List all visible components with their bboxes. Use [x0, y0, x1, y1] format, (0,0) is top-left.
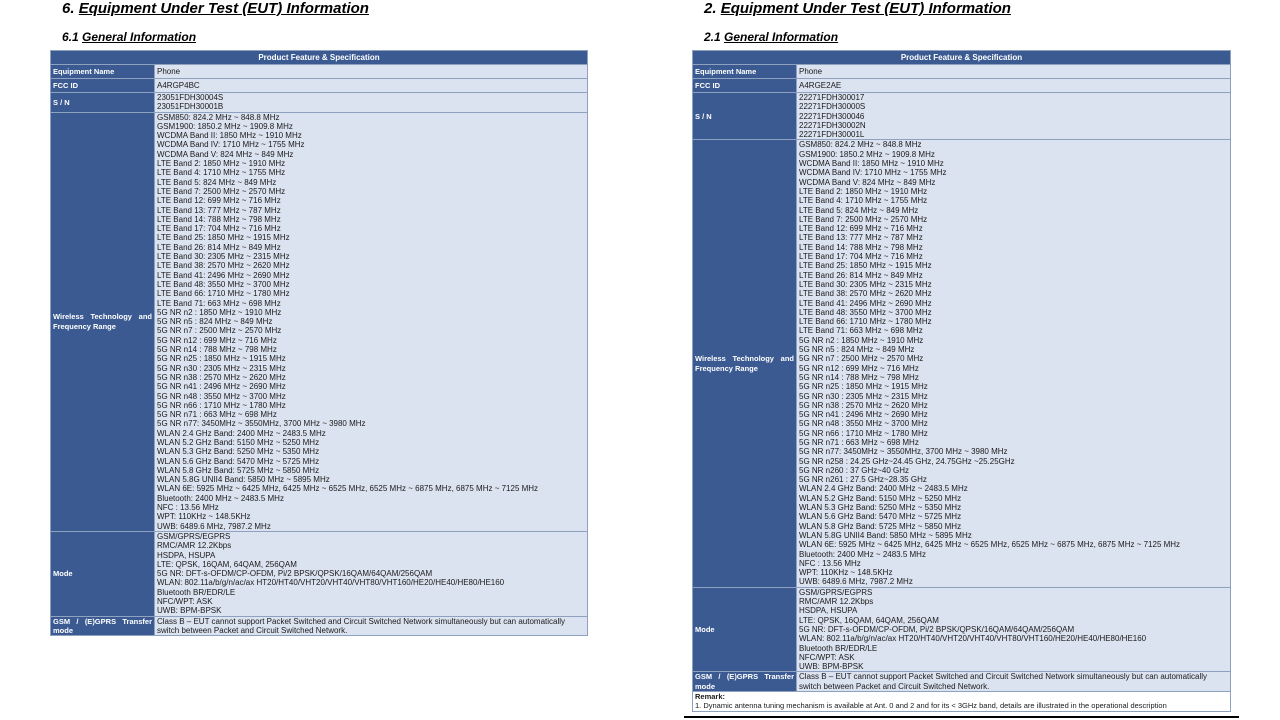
value-line: 5G NR n5 : 824 MHz ~ 849 MHz	[157, 317, 273, 327]
value-line: LTE Band 12: 699 MHz ~ 716 MHz	[157, 196, 281, 206]
value-line: 5G NR n2 : 1850 MHz ~ 1910 MHz	[157, 307, 282, 317]
remark-cell	[693, 692, 1231, 712]
row-value	[797, 79, 1231, 93]
value-line: LTE Band 26: 814 MHz ~ 849 MHz	[799, 270, 923, 280]
value-line: LTE Band 38: 2570 MHz ~ 2620 MHz	[799, 289, 932, 299]
value-line: LTE Band 14: 788 MHz ~ 798 MHz	[157, 214, 281, 224]
section-heading	[704, 0, 1011, 17]
value-line: Bluetooth: 2400 MHz ~ 2483.5 MHz	[157, 493, 284, 503]
value-line: WCDMA Band II: 1850 MHz ~ 1910 MHz	[799, 159, 944, 169]
table-row-sn	[51, 93, 588, 113]
value-line: LTE Band 25: 1850 MHz ~ 1915 MHz	[157, 233, 290, 243]
value-text: Class B – EUT cannot support Packet Switched and Circuit Switched Network simultaneously but can automatically switch between Packet and Circuit Switched Network.	[799, 672, 1208, 691]
table-row-mode	[51, 531, 588, 616]
label-line: Wireless Technology and	[695, 354, 794, 364]
value-line: LTE Band 26: 814 MHz ~ 849 MHz	[157, 242, 281, 252]
value-line: LTE Band 71: 663 MHz ~ 698 MHz	[799, 326, 923, 336]
value-line: 5G NR n7 : 2500 MHz ~ 2570 MHz	[799, 354, 924, 364]
value-line: UWB: 6489.6 MHz, 7987.2 MHz	[799, 577, 913, 587]
label-line: Wireless Technology and	[53, 312, 152, 322]
label-line: GSM / (E)GPRS Transfer	[53, 616, 152, 626]
value-line: WLAN 6E: 5925 MHz ~ 6425 MHz, 6425 MHz ~ 6525 MHz, 6525 MHz ~ 6875 MHz, 6875 MHz ~ 7125 MHz	[799, 540, 1181, 550]
subsection-heading	[62, 30, 196, 44]
value-line: 5G NR n5 : 824 MHz ~ 849 MHz	[799, 345, 915, 355]
value-line: LTE Band 12: 699 MHz ~ 716 MHz	[799, 224, 923, 234]
value-line: 5G NR n71 : 663 MHz ~ 698 MHz	[799, 437, 919, 447]
value-line: RMC/AMR 12.2Kbps	[799, 597, 874, 607]
value-line: 5G NR n41 : 2496 MHz ~ 2690 MHz	[799, 410, 928, 420]
value-line: 5G NR n30 : 2305 MHz ~ 2315 MHz	[157, 363, 286, 373]
value-line: LTE Band 4: 1710 MHz ~ 1755 MHz	[157, 168, 286, 178]
value-line: WPT: 110KHz ~ 148.5KHz	[799, 568, 893, 578]
row-label: S / N	[51, 93, 155, 113]
row-value	[797, 140, 1231, 587]
row-value	[797, 672, 1231, 692]
value-line: 5G NR n71 : 663 MHz ~ 698 MHz	[157, 410, 277, 420]
value-line: LTE: QPSK, 16QAM, 64QAM, 256QAM	[157, 559, 297, 569]
value-line: NFC : 13.56 MHz	[157, 503, 219, 513]
label-line: Frequency Range	[53, 321, 116, 331]
section-number: 2.	[704, 0, 717, 17]
value-line: WLAN: 802.11a/b/g/n/ac/ax HT20/HT40/VHT20/VHT40/VHT80/VHT160/HE20/HE40/HE80/HE160	[799, 634, 1147, 644]
subsection-number: 6.1	[62, 30, 79, 44]
value-line: GSM/GPRS/EGPRS	[799, 587, 873, 597]
table-row-equipment-name	[51, 65, 588, 79]
remark-label: Remark:	[695, 692, 726, 701]
row-value	[155, 531, 588, 616]
value-line: WLAN 5.3 GHz Band: 5250 MHz ~ 5350 MHz	[799, 503, 962, 513]
value-line: LTE Band 2: 1850 MHz ~ 1910 MHz	[157, 159, 286, 169]
row-label	[51, 616, 155, 636]
remark-text: 1. Dynamic antenna tuning mechanism is available at Ant. 0 and 2 and for its < 3GHz band, details are illustrated in the operational description	[695, 701, 1167, 710]
value-line: 5G NR n77: 3450MHz ~ 3550MHz, 3700 MHz ~ 3980 MHz	[799, 447, 1008, 457]
section-number: 6.	[62, 0, 75, 17]
value-line: 5G NR n261 : 27.5 GHz~28.35 GHz	[799, 475, 927, 485]
row-label	[51, 112, 155, 531]
value-line: LTE Band 13: 777 MHz ~ 787 MHz	[799, 233, 923, 243]
section-title: Equipment Under Test (EUT) Information	[78, 0, 369, 17]
value-line: WCDMA Band V: 824 MHz ~ 849 MHz	[799, 177, 936, 187]
value-line: LTE Band 41: 2496 MHz ~ 2690 MHz	[799, 298, 932, 308]
table-row-wireless	[693, 140, 1231, 587]
value-line: WCDMA Band IV: 1710 MHz ~ 1755 MHz	[157, 140, 305, 150]
value-line: HSDPA, HSUPA	[157, 550, 216, 560]
value-line: LTE Band 4: 1710 MHz ~ 1755 MHz	[799, 196, 928, 206]
value-line: GSM850: 824.2 MHz ~ 848.8 MHz	[799, 140, 922, 150]
value-line: 5G NR n25 : 1850 MHz ~ 1915 MHz	[157, 354, 286, 364]
value-line: LTE Band 66: 1710 MHz ~ 1780 MHz	[799, 317, 932, 327]
spec-table	[692, 50, 1231, 712]
value-line: LTE Band 48: 3550 MHz ~ 3700 MHz	[157, 279, 290, 289]
value-line: 5G NR n14 : 788 MHz ~ 798 MHz	[799, 372, 919, 382]
value-line: 5G NR n260 : 37 GHz~40 GHz	[799, 465, 910, 475]
value-line: Bluetooth BR/EDR/LE	[157, 587, 236, 597]
value-line: WCDMA Band II: 1850 MHz ~ 1910 MHz	[157, 131, 302, 141]
value-line: A4RGP4BC	[157, 80, 200, 90]
table-title: Product Feature & Specification	[51, 51, 588, 65]
value-line: 5G NR n66 : 1710 MHz ~ 1780 MHz	[157, 400, 286, 410]
value-line: LTE Band 30: 2305 MHz ~ 2315 MHz	[799, 279, 932, 289]
value-line: A4RGE2AE	[799, 80, 842, 90]
value-line: 22271FDH300046	[799, 111, 865, 121]
spec-table	[50, 50, 588, 636]
value-line: 5G NR: DFT-s-OFDM/CP-OFDM, Pi/2 BPSK/QPSK/16QAM/64QAM/256QAM	[799, 624, 1075, 634]
value-line: WLAN 5.2 GHz Band: 5150 MHz ~ 5250 MHz	[157, 437, 320, 447]
value-line: LTE Band 5: 824 MHz ~ 849 MHz	[157, 177, 277, 187]
value-line: 5G NR n48 : 3550 MHz ~ 3700 MHz	[157, 391, 286, 401]
label-line: Frequency Range	[695, 363, 758, 373]
subsection-number: 2.1	[704, 30, 721, 44]
value-line: RMC/AMR 12.2Kbps	[157, 541, 232, 551]
value-line: LTE Band 48: 3550 MHz ~ 3700 MHz	[799, 307, 932, 317]
value-line: LTE Band 14: 788 MHz ~ 798 MHz	[799, 242, 923, 252]
value-line: WLAN 6E: 5925 MHz ~ 6425 MHz, 6425 MHz ~ 6525 MHz, 6525 MHz ~ 6875 MHz, 6875 MHz ~ 7125 MHz	[157, 484, 539, 494]
value-line: LTE Band 2: 1850 MHz ~ 1910 MHz	[799, 186, 928, 196]
row-label: FCC ID	[693, 79, 797, 93]
value-line: GSM/GPRS/EGPRS	[157, 531, 231, 541]
value-line: WLAN 5.8G UNII4 Band: 5850 MHz ~ 5895 MHz	[799, 530, 972, 540]
table-row-fcc-id	[51, 79, 588, 93]
table-row-fcc-id	[693, 79, 1231, 93]
value-line: 5G NR n14 : 788 MHz ~ 798 MHz	[157, 345, 277, 355]
value-line: LTE Band 30: 2305 MHz ~ 2315 MHz	[157, 252, 290, 262]
value-line: WLAN 5.8G UNII4 Band: 5850 MHz ~ 5895 MHz	[157, 475, 330, 485]
value-line: LTE Band 71: 663 MHz ~ 698 MHz	[157, 298, 281, 308]
value-line: GSM1900: 1850.2 MHz ~ 1909.8 MHz	[157, 121, 293, 131]
value-line: 5G NR n66 : 1710 MHz ~ 1780 MHz	[799, 428, 928, 438]
row-value	[155, 65, 588, 79]
value-line: WLAN 2.4 GHz Band: 2400 MHz ~ 2483.5 MHz	[799, 484, 968, 494]
row-label: FCC ID	[51, 79, 155, 93]
row-label: Mode	[693, 587, 797, 672]
value-line: LTE Band 7: 2500 MHz ~ 2570 MHz	[157, 186, 286, 196]
value-line: Phone	[799, 66, 823, 76]
value-line: WLAN 2.4 GHz Band: 2400 MHz ~ 2483.5 MHz	[157, 428, 326, 438]
value-line: NFC/WPT: ASK	[157, 597, 213, 607]
value-line: LTE Band 17: 704 MHz ~ 716 MHz	[799, 252, 923, 262]
value-line: Phone	[157, 66, 181, 76]
label-line: GSM / (E)GPRS Transfer	[695, 672, 794, 682]
table-row-wireless	[51, 112, 588, 531]
section-heading	[62, 0, 369, 17]
table-row-gsm-transfer	[693, 672, 1231, 692]
row-value	[155, 112, 588, 531]
row-label	[693, 672, 797, 692]
value-line: LTE Band 5: 824 MHz ~ 849 MHz	[799, 205, 919, 215]
value-line: HSDPA, HSUPA	[799, 606, 858, 616]
row-label: S / N	[693, 93, 797, 140]
table-header-row	[51, 51, 588, 65]
row-value	[797, 587, 1231, 672]
value-line: 5G NR: DFT-s-OFDM/CP-OFDM, Pi/2 BPSK/QPSK/16QAM/64QAM/256QAM	[157, 569, 433, 579]
table-title: Product Feature & Specification	[693, 51, 1231, 65]
value-line: UWB: BPM-BPSK	[157, 606, 222, 616]
value-line: 5G NR n38 : 2570 MHz ~ 2620 MHz	[799, 400, 928, 410]
row-value	[155, 79, 588, 93]
table-row-sn	[693, 93, 1231, 140]
value-line: GSM850: 824.2 MHz ~ 848.8 MHz	[157, 112, 280, 122]
value-line: 22271FDH300017	[799, 93, 865, 102]
value-line: 22271FDH30002N	[799, 120, 866, 130]
value-line: 5G NR n12 : 699 MHz ~ 716 MHz	[799, 363, 919, 373]
value-line: UWB: BPM-BPSK	[799, 662, 864, 672]
label-line: mode	[53, 625, 74, 635]
value-line: WCDMA Band V: 824 MHz ~ 849 MHz	[157, 149, 294, 159]
value-line: Bluetooth BR/EDR/LE	[799, 643, 878, 653]
table-row-remark	[693, 692, 1231, 712]
value-line: WLAN 5.6 GHz Band: 5470 MHz ~ 5725 MHz	[799, 512, 962, 522]
value-line: WCDMA Band IV: 1710 MHz ~ 1755 MHz	[799, 168, 947, 178]
value-line: WLAN 5.2 GHz Band: 5150 MHz ~ 5250 MHz	[799, 493, 962, 503]
value-line: 23051FDH30001B	[157, 102, 224, 112]
value-line: 22271FDH30000S	[799, 102, 866, 112]
value-line: WPT: 110KHz ~ 148.5KHz	[157, 512, 251, 522]
value-line: LTE: QPSK, 16QAM, 64QAM, 256QAM	[799, 615, 939, 625]
table-row-gsm-transfer	[51, 616, 588, 636]
value-line: WLAN 5.3 GHz Band: 5250 MHz ~ 5350 MHz	[157, 447, 320, 457]
row-value	[797, 65, 1231, 79]
table-row-mode	[693, 587, 1231, 672]
value-line: LTE Band 17: 704 MHz ~ 716 MHz	[157, 224, 281, 234]
value-line: 5G NR n30 : 2305 MHz ~ 2315 MHz	[799, 391, 928, 401]
section-title: Equipment Under Test (EUT) Information	[720, 0, 1011, 17]
value-line: LTE Band 7: 2500 MHz ~ 2570 MHz	[799, 214, 928, 224]
row-label: Mode	[51, 531, 155, 616]
value-line: WLAN 5.8 GHz Band: 5725 MHz ~ 5850 MHz	[157, 465, 320, 475]
value-line: 5G NR n2 : 1850 MHz ~ 1910 MHz	[799, 335, 924, 345]
value-line: 5G NR n77: 3450MHz ~ 3550MHz, 3700 MHz ~ 3980 MHz	[157, 419, 366, 429]
subsection-heading	[704, 30, 838, 44]
label-line: mode	[695, 681, 716, 691]
row-label: Equipment Name	[693, 65, 797, 79]
row-value	[155, 93, 588, 113]
value-line: WLAN: 802.11a/b/g/n/ac/ax HT20/HT40/VHT20/VHT40/VHT80/VHT160/HE20/HE40/HE80/HE160	[157, 578, 505, 588]
row-label: Equipment Name	[51, 65, 155, 79]
value-line: Bluetooth: 2400 MHz ~ 2483.5 MHz	[799, 549, 926, 559]
table-header-row	[693, 51, 1231, 65]
value-line: WLAN 5.8 GHz Band: 5725 MHz ~ 5850 MHz	[799, 521, 962, 531]
value-line: WLAN 5.6 GHz Band: 5470 MHz ~ 5725 MHz	[157, 456, 320, 466]
value-line: LTE Band 13: 777 MHz ~ 787 MHz	[157, 205, 281, 215]
row-label	[693, 140, 797, 587]
value-line: UWB: 6489.6 MHz, 7987.2 MHz	[157, 521, 271, 531]
value-line: LTE Band 38: 2570 MHz ~ 2620 MHz	[157, 261, 290, 271]
value-line: 5G NR n25 : 1850 MHz ~ 1915 MHz	[799, 382, 928, 392]
row-value	[155, 616, 588, 636]
value-line: LTE Band 25: 1850 MHz ~ 1915 MHz	[799, 261, 932, 271]
value-line: 5G NR n7 : 2500 MHz ~ 2570 MHz	[157, 326, 282, 336]
value-line: LTE Band 41: 2496 MHz ~ 2690 MHz	[157, 270, 290, 280]
value-line: 5G NR n12 : 699 MHz ~ 716 MHz	[157, 335, 277, 345]
table-row-equipment-name	[693, 65, 1231, 79]
value-line: NFC/WPT: ASK	[799, 652, 855, 662]
value-line: 5G NR n48 : 3550 MHz ~ 3700 MHz	[799, 419, 928, 429]
row-value	[797, 93, 1231, 140]
value-line: GSM1900: 1850.2 MHz ~ 1909.8 MHz	[799, 149, 935, 159]
value-line: 5G NR n258 : 24.25 GHz~24.45 GHz, 24.75GHz ~25.25GHz	[799, 456, 1015, 466]
value-line: 22271FDH30001L	[799, 130, 865, 140]
value-line: NFC : 13.56 MHz	[799, 558, 861, 568]
value-line: LTE Band 66: 1710 MHz ~ 1780 MHz	[157, 289, 290, 299]
value-line: 5G NR n41 : 2496 MHz ~ 2690 MHz	[157, 382, 286, 392]
value-line: 5G NR n38 : 2570 MHz ~ 2620 MHz	[157, 372, 286, 382]
subsection-title: General Information	[724, 30, 839, 44]
value-text: Class B – EUT cannot support Packet Switched and Circuit Switched Network simultaneously but can automatically switch between Packet and Circuit Switched Network.	[157, 616, 566, 635]
page-bottom-rule	[684, 716, 1239, 718]
value-line: 23051FDH30004S	[157, 93, 224, 102]
subsection-title: General Information	[82, 30, 197, 44]
